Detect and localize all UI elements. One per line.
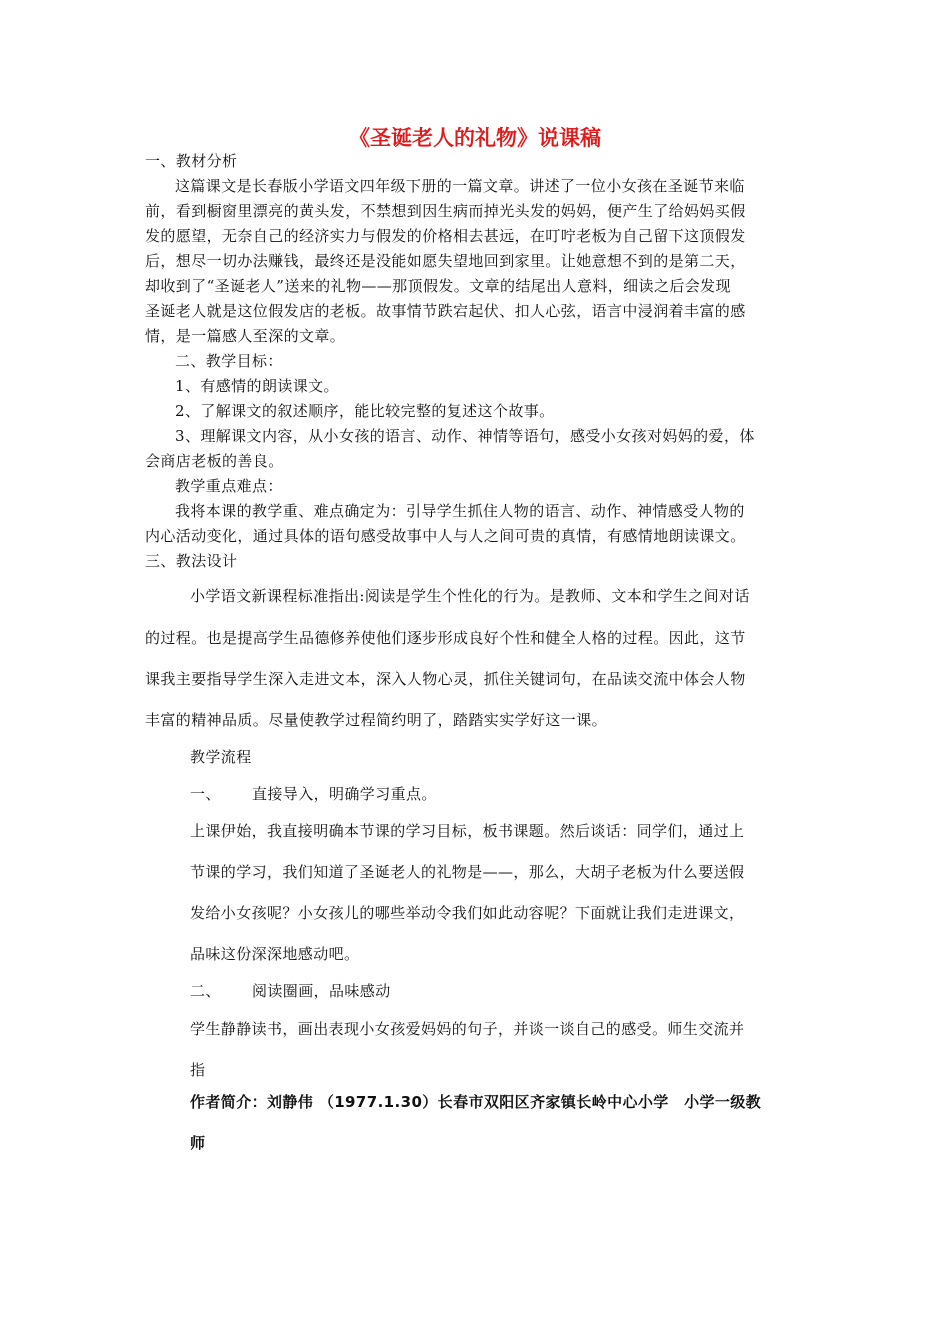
paragraph-line: 后，想尽一切办法赚钱，最终还是没能如愿失望地回到家里。让她意想不到的是第二天，: [145, 252, 746, 270]
goal-item: 3、理解课文内容，从小女孩的语言、动作、神情等语句，感受小女孩对妈妈的爱，体: [175, 427, 755, 445]
step-heading: [190, 783, 810, 805]
goal-item-continuation: 会商店老板的善良。: [145, 452, 284, 470]
paragraph-line: 发的愿望，无奈自己的经济实力与假发的价格相去甚远，在叮咛老板为自己留下这顶假发: [145, 227, 746, 245]
paragraph-line: 内心活动变化，通过具体的语句感受故事中人与人之间可贵的真情，有感情地朗读课文。: [145, 527, 746, 545]
paragraph-line: 指: [190, 1061, 206, 1079]
flow-heading: 教学流程: [190, 748, 252, 766]
paragraph-line: 小学语文新课程标准指出:阅读是学生个性化的行为。是教师、文本和学生之间对话: [190, 587, 750, 605]
paragraph-line: 这篇课文是长春版小学语文四年级下册的一篇文章。讲述了一位小女孩在圣诞节来临: [175, 177, 745, 195]
paragraph-line: 我将本课的教学重、难点确定为：引导学生抓住人物的语言、动作、神情感受人物的: [175, 502, 745, 520]
step-heading: [190, 980, 810, 1002]
paragraph-line: 品味这份深深地感动吧。: [190, 945, 360, 963]
section-heading-teaching-method: 三、教法设计: [145, 552, 238, 570]
author-intro: 作者简介：刘静伟 （1977.1.30）长春市双阳区齐家镇长岭中心小学 小学一级教: [190, 1093, 762, 1111]
paragraph-line: 情，是一篇感人至深的文章。: [145, 327, 346, 345]
paragraph-line: 节课的学习，我们知道了圣诞老人的礼物是——，那么，大胡子老板为什么要送假: [190, 863, 745, 881]
paragraph-line: 丰富的精神品质。尽量使教学过程简约明了，踏踏实实学好这一课。: [145, 711, 608, 729]
paragraph-line: 却收到了“圣诞老人”送来的礼物——那顶假发。文章的结尾出人意料，细读之后会发现: [145, 277, 731, 295]
goal-item: 1、有感情的朗读课文。: [175, 377, 339, 395]
step-number: 一、: [190, 785, 221, 803]
paragraph-line: 的过程。也是提高学生品德修养使他们逐步形成良好个性和健全人格的过程。因此，这节: [145, 629, 746, 647]
goal-item: 2、了解课文的叙述顺序，能比较完整的复述这个故事。: [175, 402, 555, 420]
document-title: 《圣诞老人的礼物》说课稿: [349, 126, 601, 150]
paragraph-line: 课我主要指导学生深入走进文本，深入人物心灵，抓住关键词句，在品读交流中体会人物: [145, 670, 746, 688]
paragraph-line: 学生静静读书，画出表现小女孩爱妈妈的句子，并谈一谈自己的感受。师生交流并: [190, 1020, 745, 1038]
author-intro-continuation: 师: [190, 1134, 206, 1152]
step-number: 二、: [190, 982, 221, 1000]
paragraph-line: 发给小女孩呢？小女孩儿的哪些举动令我们如此动容呢？下面就让我们走进课文，: [190, 904, 745, 922]
paragraph-line: 上课伊始，我直接明确本节课的学习目标，板书课题。然后谈话：同学们，通过上: [190, 822, 745, 840]
paragraph-line: 圣诞老人就是这位假发店的老板。故事情节跌宕起伏、扣人心弦，语言中浸润着丰富的感: [145, 302, 746, 320]
section-heading-textbook-analysis: 一、教材分析: [145, 152, 238, 170]
key-points-heading: 教学重点难点：: [175, 477, 283, 495]
step-title: 直接导入，明确学习重点。: [252, 785, 437, 803]
section-heading-teaching-goals: 二、教学目标：: [175, 352, 283, 370]
step-title: 阅读圈画，品味感动: [252, 982, 391, 1000]
paragraph-line: 前，看到橱窗里漂亮的黄头发，不禁想到因生病而掉光头发的妈妈，便产生了给妈妈买假: [145, 202, 746, 220]
